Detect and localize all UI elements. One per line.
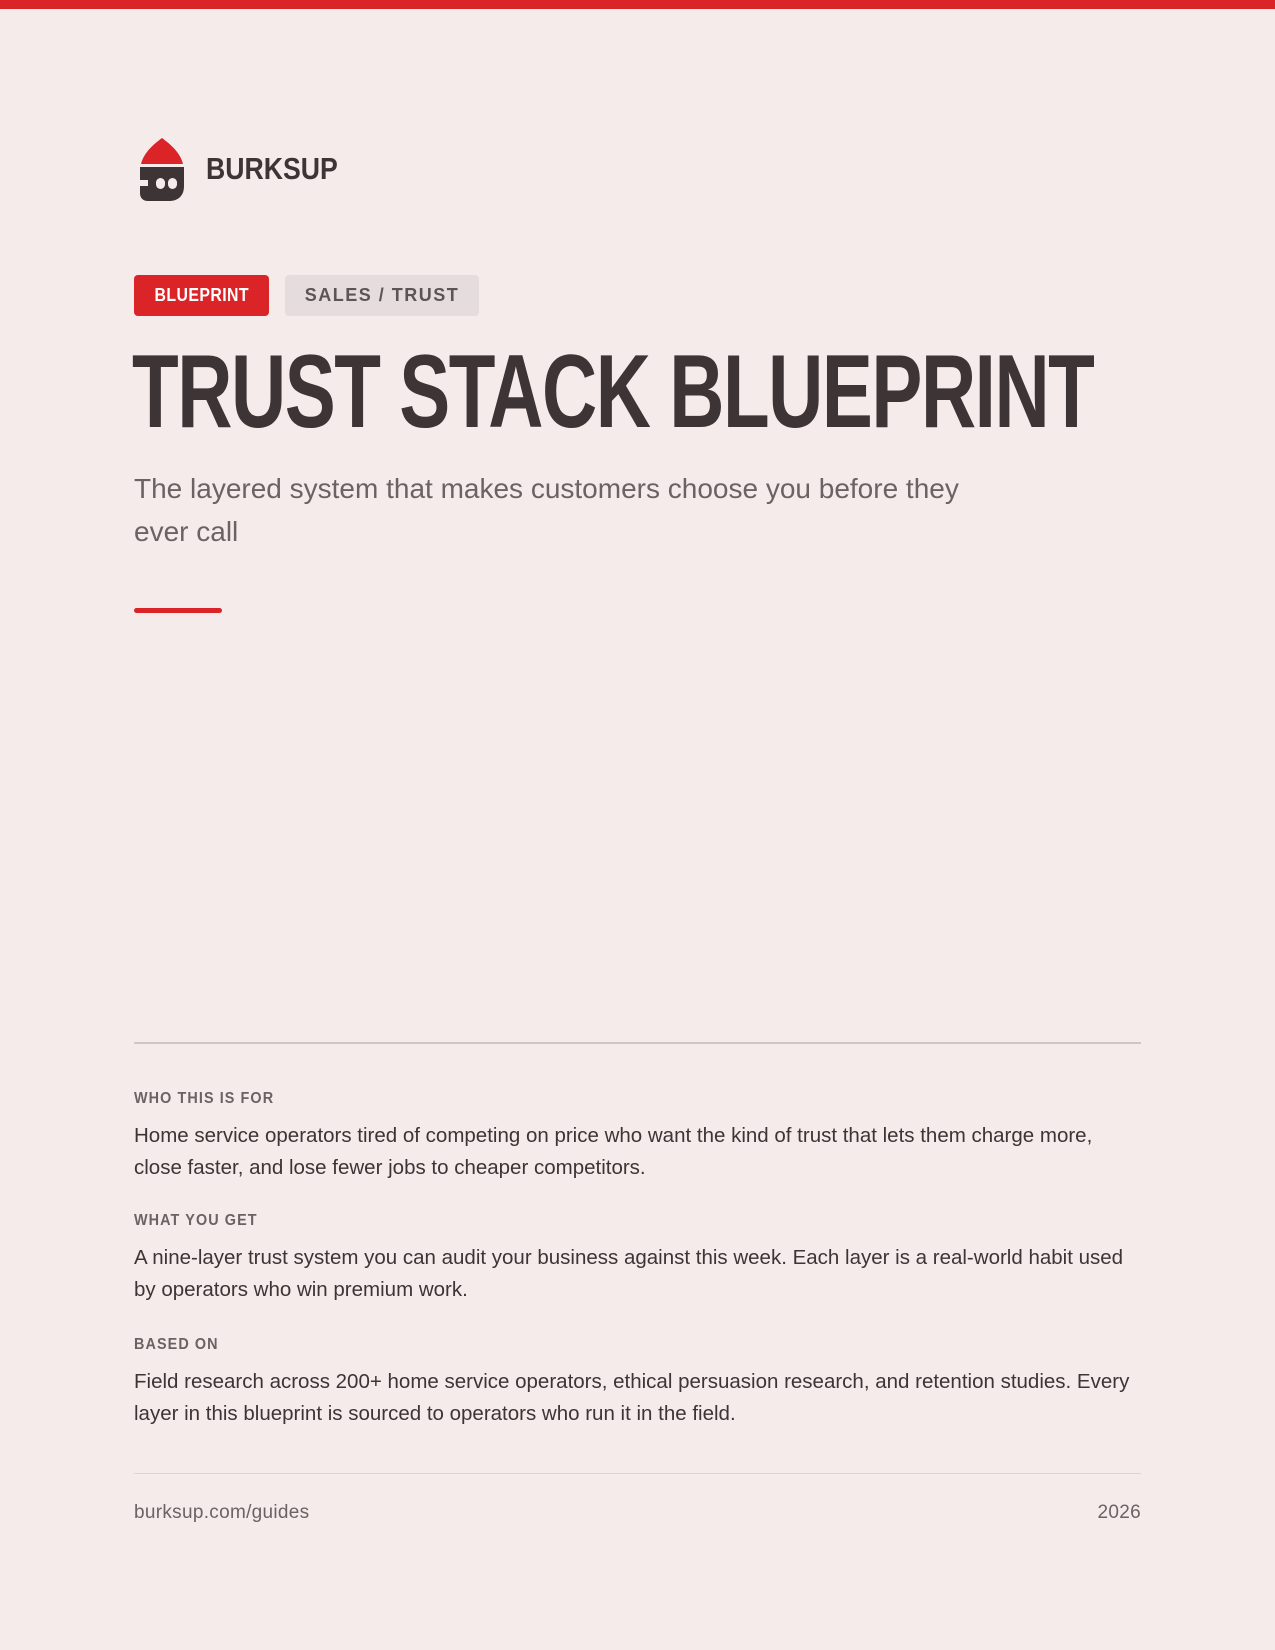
section-label: WHO THIS IS FOR — [134, 1090, 275, 1107]
page-subtitle: The layered system that makes customers choose you before they ever call — [134, 473, 959, 547]
tag-blueprint — [134, 275, 269, 316]
tag-category — [285, 275, 479, 316]
section-body: Home service operators tired of competing on price who want the kind of trust that lets them charge more, close faster, and lose fewer jobs to cheaper competitors. — [134, 1124, 1093, 1179]
section-body: Field research across 200+ home service operators, ethical persuasion research, and retention studies. Every layer in this blueprint is sourced to operators who run it in the field. — [134, 1370, 1130, 1425]
section-body: A nine-layer trust system you can audit your business against this week. Each layer is a real-world habit used by operators who win premium work. — [134, 1246, 1124, 1301]
accent-rule — [134, 608, 222, 613]
tag-category-label: SALES / TRUST — [304, 285, 460, 305]
brand-name: BURKSUP — [206, 151, 338, 186]
page-title: TRUST STACK BLUEPRINT — [132, 334, 1094, 450]
cover-page — [134, 0, 1141, 1650]
burksup-logo-icon — [134, 136, 190, 202]
footer-divider — [134, 1473, 1141, 1474]
tag-blueprint-label: BLUEPRINT — [154, 285, 249, 305]
footer-year: 2026 — [1097, 1502, 1141, 1523]
section-divider — [134, 1042, 1141, 1044]
section-what-you-get — [134, 1212, 1141, 1306]
brand-logo — [134, 136, 359, 202]
section-based-on — [134, 1336, 1141, 1430]
section-label: WHAT YOU GET — [134, 1212, 258, 1229]
footer-url: burksup.com/guides — [134, 1502, 310, 1523]
tag-row — [134, 275, 479, 316]
section-who-this-is-for — [134, 1090, 1141, 1184]
section-label: BASED ON — [134, 1336, 219, 1353]
